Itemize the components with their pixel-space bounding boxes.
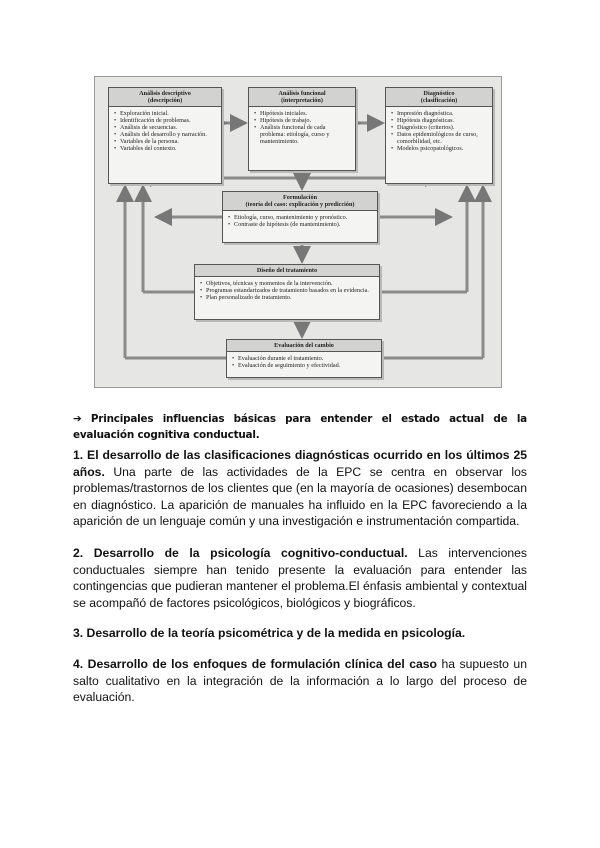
box-list [227,352,381,371]
box-title: Formulación [282,194,318,201]
paragraph-text: Una parte de las actividades de la EPC se centra en observar los problemas/trastornos de los clientes que (en la mayoría de ocasiones) desembocan en diagnóstico. La aparición de manuales ha influido en la EPC favoreciendo a la aparición de un lenguaje común y una investigación e instrumentación compartida. [73,464,527,529]
box-header [386,88,492,107]
list-item: • Variables del contexto. [120,145,217,152]
paragraph-lead: 2. Desarrollo de la psicología cognitivo-conductual. [73,546,408,560]
list-item: • Variables de la persona. [120,138,217,145]
box-diseno-tratamiento [194,264,380,320]
list-item: • Identificación de problemas. [120,117,217,124]
box-subtitle: (clasificación) [420,97,458,104]
box-subtitle: (interpretación) [281,97,323,104]
box-subtitle: (teoría del caso: explicación y predicción) [245,201,355,208]
list-item: • Exploración inicial. [120,110,217,117]
box-subtitle: (descripción) [147,97,183,104]
list-item: • Análisis del desarrollo y narración. [120,131,217,138]
box-header [195,265,379,277]
box-analisis-descriptivo [108,87,222,184]
box-diagnostico [385,87,493,184]
paragraph-3 [73,625,527,642]
box-title: Diagnóstico [423,90,455,97]
paragraph-lead: 1. El desarrollo de las clasificaciones diagnósticas ocurrido en los últimos 25 años. [73,448,527,479]
box-formulacion [222,191,378,243]
section-heading: ➔ Principales influencias básicas para entender el estado actual de la evaluación cognitiva conductual. [73,413,527,441]
list-item: • Hipótesis diagnósticas. [397,117,488,124]
box-list [249,107,355,147]
list-item: • Evaluación durante el tratamiento. [238,355,377,362]
list-item: • Contraste de hipótesis (de mantenimiento). [234,221,373,228]
list-item: • Plan personalizado de tratamiento. [206,294,375,301]
flowchart-figure [94,76,502,388]
box-header [249,88,355,107]
list-item: • Impresión diagnóstica. [397,110,488,117]
list-item: • Hipótesis iniciales. [260,110,351,117]
list-item: • Evaluación de seguimiento y efectividad. [238,362,377,369]
list-item: • Etiología, curso, mantenimiento y pronóstico. [234,214,373,221]
list-item: • Análisis de secuencias. [120,124,217,131]
box-header [227,340,381,352]
box-list [386,107,492,155]
list-item: • Programas estandarizados de tratamiento basados en la evidencia. [206,287,375,294]
box-list [109,107,221,155]
box-header [109,88,221,107]
list-item: • Datos epidemiológicos de curso, comorbilidad, etc. [397,131,488,145]
box-title: Análisis descriptivo [139,90,191,97]
box-header [223,192,377,211]
list-item: • Modelos psicopatológicos. [397,145,488,152]
box-list [223,211,377,230]
paragraph-text: Las intervenciones conductuales siempre han tenido presente la evaluación para entender las contingencias que pudieran mantener el problema.El énfasis ambiental y contextual se acompañó de factores psicológicos, biológicos y biográficos. [73,546,527,610]
paragraph-lead: 3. Desarrollo de la teoría psicométrica y de la medida en psicología. [73,626,466,640]
paragraph-4 [73,656,527,706]
list-item: • Análisis funcional de cada problema: etiología, curso y mantenimiento. [260,124,351,145]
list-item: • Hipótesis de trabajo. [260,117,351,124]
paragraph-1 [73,447,527,530]
paragraph-lead: 4. Desarrollo de los enfoques de formulación clínica del caso [73,657,437,671]
box-title: Análisis funcional [278,90,326,97]
paragraph-2 [73,545,527,611]
list-item: • Diagnóstico (criterios). [397,124,488,131]
box-title: Evaluación del cambio [274,342,334,349]
box-analisis-funcional [248,87,356,171]
list-item: • Objetivos, técnicas y momentos de la intervención. [206,280,375,287]
box-evaluacion-cambio [226,339,382,378]
box-title: Diseño del tratamiento [256,267,318,274]
paragraph-text: ha supuesto un salto cualitativo en la integración de la información a lo largo del proceso de evaluación. [73,657,527,705]
box-list [195,277,379,303]
